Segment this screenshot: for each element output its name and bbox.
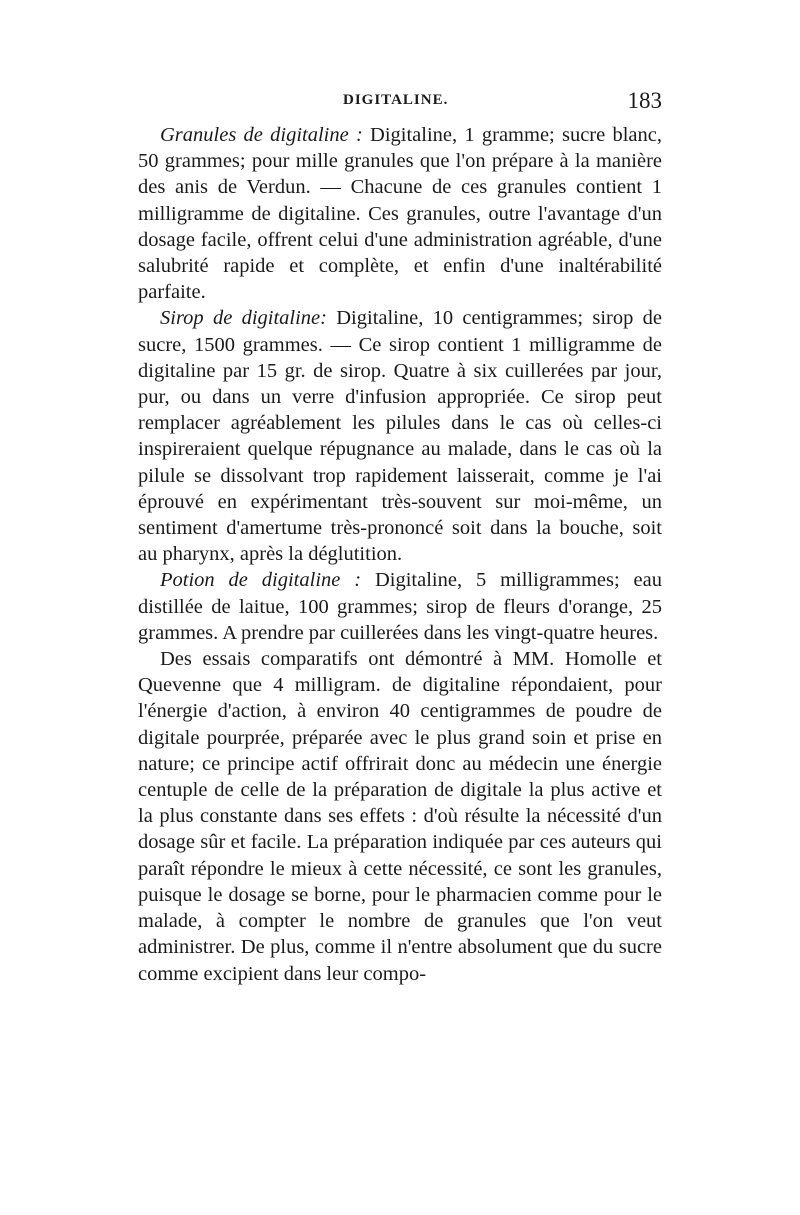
paragraph-potion: [138, 567, 662, 646]
paragraph-text: Digitaline, 10 centigrammes; sirop de sucre, 1500 grammes. — Ce sirop contient 1 milligramme de digitaline par 15 gr. de sirop. Quatre à six cuillerées par jour, pur, ou dans un verre d'infusion appropriée. Ce sirop peut remplacer agréablement les pilules dans le cas où celles-ci inspireraient quelque répugnance au malade, dans le cas où la pilule se dissolvant trop rapidement laisserait, comme je l'ai éprouvé en expérimentant très-souvent sur moi-même, un sentiment d'amertume très-prononcé soit dans la bouche, soit au pharynx, après la déglutition.: [138, 307, 662, 566]
paragraph-granules: [138, 122, 662, 305]
paragraph-sirop: [138, 305, 662, 567]
paragraph-lead: Potion de digitaline :: [160, 569, 362, 592]
paragraph-essais: [138, 646, 662, 987]
book-page: [138, 88, 662, 987]
paragraph-text: Des essais comparatifs ont démontré à MM. Homolle et Quevenne que 4 milligram. de digitaline répondaient, pour l'énergie d'action, à environ 40 centigrammes de poudre de digitale pourprée, préparée avec le plus grand soin et prise en nature; ce principe actif offrirait donc au médecin une énergie centuple de celle de la préparation de digitale la plus active et la plus constante dans ses effets : d'où résulte la nécessité d'un dosage sûr et facile. La préparation indiquée par ces auteurs qui paraît répondre le mieux à cette nécessité, ce sont les granules, puisque le dosage se borne, pour le pharmacien comme pour le malade, à compter le nombre de granules que l'on veut administrer. De plus, comme il n'entre absolument que du sucre comme excipient dans leur compo-: [138, 648, 662, 985]
paragraph-text: Digitaline, 1 gramme; sucre blanc, 50 grammes; pour mille granules que l'on prépare à la manière des anis de Verdun. — Chacune de ces granules contient 1 milligramme de digitaline. Ces granules, outre l'avantage d'un dosage facile, offrent celui d'une administration agréable, d'une salubrité rapide et complète, et enfin d'une inaltérabilité parfaite.: [138, 124, 662, 304]
running-head: [138, 88, 662, 122]
running-title: DIGITALINE.: [343, 92, 449, 108]
paragraph-lead: Sirop de digitaline:: [160, 307, 327, 330]
paragraph-text: Digitaline, 5 milligrammes; eau distillée de laitue, 100 grammes; sirop de fleurs d'orange, 25 grammes. A prendre par cuillerées dans les vingt-quatre heures.: [138, 569, 662, 644]
paragraph-lead: Granules de digitaline :: [160, 124, 363, 146]
body-text: [138, 122, 662, 987]
page-number: 183: [627, 88, 662, 113]
